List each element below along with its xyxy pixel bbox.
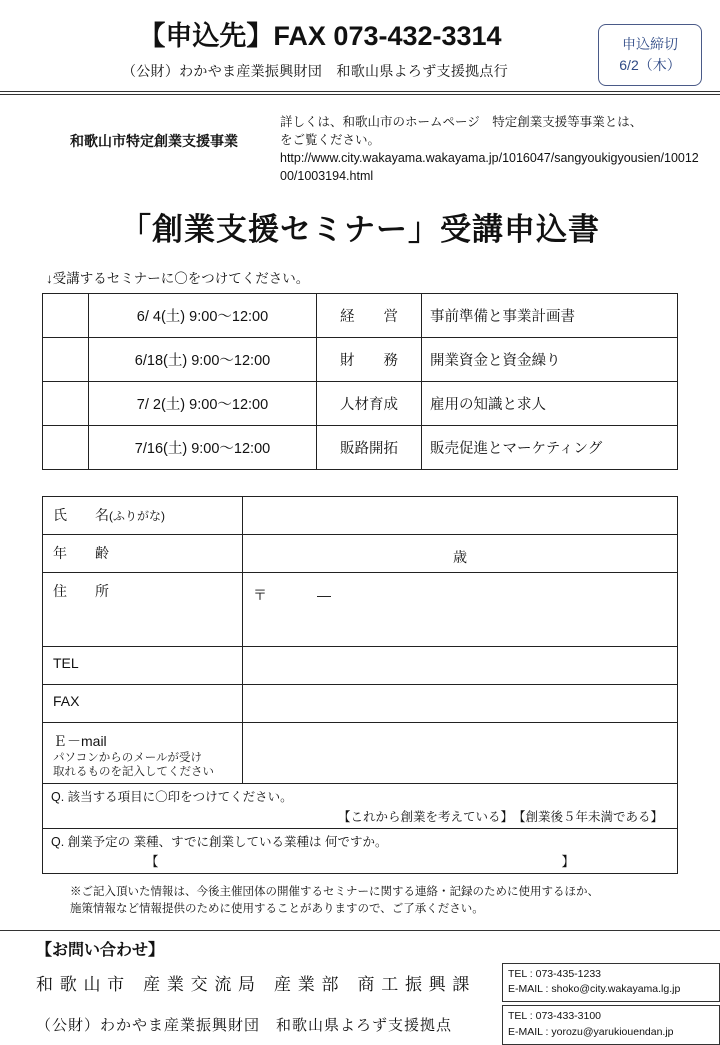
footer-title: 【お問い合わせ】 [36, 941, 165, 959]
table-row [43, 646, 678, 684]
postal-code-mark: 〒 ― [253, 586, 333, 603]
seminar-topic-cell: 事前準備と事業計画書 [422, 293, 678, 337]
subhead-desc-line2: をご覧ください。 [280, 133, 381, 148]
name-label-cell [43, 496, 243, 534]
footer-contact-box-2 [502, 1005, 720, 1045]
applicant-info-table [42, 496, 678, 875]
question-1-cell [43, 784, 678, 829]
table-row [43, 784, 678, 829]
footer-org-2: （公財）わかやま産業振興財団 和歌山県よろず支援拠点 [36, 1017, 453, 1035]
footer-contact-box-1 [502, 963, 720, 1003]
seminar-category-cell: 販路開拓 [317, 425, 422, 469]
footer-contact-row-1 [0, 963, 720, 1003]
table-row [43, 572, 678, 646]
name-furigana-label: (ふりがな) [109, 508, 165, 523]
subhead-description [280, 113, 700, 186]
seminar-date-cell: 7/ 2(土) 9:00〜12:00 [89, 381, 317, 425]
seminar-date-cell: 6/18(土) 9:00〜12:00 [89, 337, 317, 381]
table-row [43, 684, 678, 722]
address-input-cell[interactable] [243, 572, 678, 646]
subhead-desc-line1: 詳しくは、和歌山市のホームページ 特定創業支援等事業とは、 [280, 115, 643, 129]
footer-email-2: E-MAIL : yorozu@yarukiouendan.jp [508, 1025, 674, 1038]
table-row[interactable] [43, 337, 678, 381]
special-startup-support-label: 和歌山市特定創業支援事業 [70, 133, 238, 149]
page-footer [0, 930, 720, 1045]
fax-label-cell: FAX [43, 684, 243, 722]
email-note-line2: 取れるものを記入してください [53, 765, 214, 778]
footer-email-1: E-MAIL : shoko@city.wakayama.lg.jp [508, 983, 681, 996]
deadline-badge [598, 24, 702, 86]
email-label: Ｅ－mail [53, 732, 107, 749]
question-2-answer-bracket[interactable]: 【 】 [145, 854, 575, 870]
seminar-topic-cell: 販売促進とマーケティング [422, 425, 678, 469]
email-note-line1: パソコンからのメールが受け [53, 751, 203, 764]
fax-number: FAX 073-432-3314 [273, 21, 502, 51]
footer-tel-2: TEL : 073-433-3100 [508, 1010, 602, 1023]
organization-line: （公財）わかやま産業振興財団 和歌山県よろず支援拠点行 [121, 63, 509, 79]
footer-tel-1: TEL : 073-435-1233 [508, 967, 602, 980]
name-input-cell[interactable] [243, 496, 678, 534]
subhead-section [0, 101, 720, 186]
table-row[interactable] [43, 381, 678, 425]
seminar-category-cell: 人材育成 [317, 381, 422, 425]
header-divider-1 [0, 91, 720, 92]
table-row[interactable] [43, 425, 678, 469]
seminar-mark-cell[interactable] [43, 337, 89, 381]
seminar-category-cell: 経 営 [317, 293, 422, 337]
email-label-cell [43, 722, 243, 784]
fax-input-cell[interactable] [243, 684, 678, 722]
privacy-note [42, 884, 678, 917]
page-header [0, 0, 720, 101]
table-row [43, 722, 678, 784]
name-label: 氏 名 [53, 506, 109, 523]
age-unit-label: 歳 [453, 548, 467, 565]
table-row [43, 829, 678, 874]
deadline-date: 6/2（木） [619, 57, 681, 73]
age-label-cell: 年 齢 [43, 534, 243, 572]
privacy-note-line2: 施策情報など情報提供のために使用することがありますので、ご了承ください。 [70, 902, 484, 915]
deadline-label: 申込締切 [622, 36, 678, 52]
footer-org-1: 和 歌 山 市 産 業 交 流 局 産 業 部 商 工 振 興 課 [36, 974, 471, 994]
table-row[interactable] [43, 293, 678, 337]
seminar-mark-cell[interactable] [43, 425, 89, 469]
seminar-category-cell: 財 務 [317, 337, 422, 381]
question-1-choices[interactable]: 【これから創業を考えている】 【創業後５年未満である】 [337, 810, 663, 825]
tel-label-cell: TEL [43, 646, 243, 684]
table-row [43, 534, 678, 572]
seminar-date-cell: 7/16(土) 9:00〜12:00 [89, 425, 317, 469]
seminar-instruction: ↓受講するセミナーに〇をつけてください。 [46, 270, 310, 286]
seminar-topic-cell: 雇用の知識と求人 [422, 381, 678, 425]
question-2-cell [43, 829, 678, 874]
address-label-cell: 住 所 [43, 572, 243, 646]
email-input-cell[interactable] [243, 722, 678, 784]
privacy-note-line1: ※ご記入頂いた情報は、今後主催団体の開催するセミナーに関する連絡・記録のために使用するほか、 [70, 886, 599, 899]
question-2-text: Q. 創業予定の 業種、すでに創業している業種は 何ですか。 [51, 835, 388, 850]
header-divider-2 [0, 94, 720, 95]
seminar-topic-cell: 開業資金と資金繰り [422, 337, 678, 381]
seminar-selection-table [42, 293, 678, 470]
seminar-mark-cell[interactable] [43, 293, 89, 337]
fax-label: 【申込先】 [138, 21, 274, 51]
seminar-mark-cell[interactable] [43, 381, 89, 425]
seminar-date-cell: 6/ 4(土) 9:00〜12:00 [89, 293, 317, 337]
question-1-text: Q. 該当する項目に〇印をつけてください。 [51, 790, 293, 805]
tel-input-cell[interactable] [243, 646, 678, 684]
table-row [43, 496, 678, 534]
footer-contact-row-2 [0, 1005, 720, 1045]
age-input-cell[interactable] [243, 534, 678, 572]
city-website-url[interactable]: http://www.city.wakayama.wakayama.jp/1016047/sangyoukigyousien/1001200/1003194.html [280, 151, 699, 184]
document-title: 「創業支援セミナー」受講申込書 [120, 211, 600, 247]
